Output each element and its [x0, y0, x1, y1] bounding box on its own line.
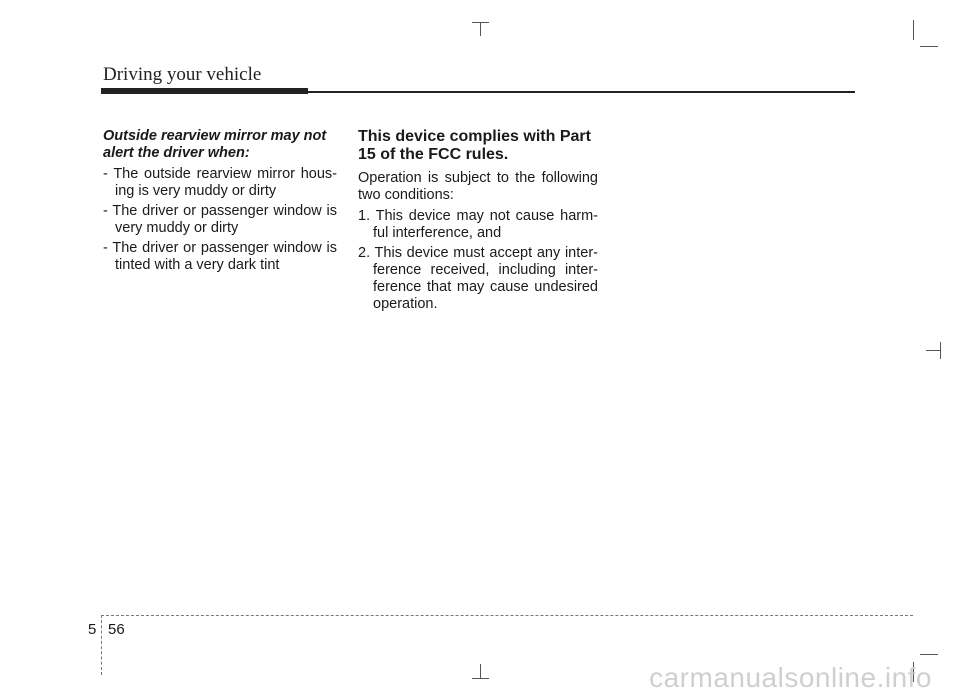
- footer-vertical-rule: [101, 615, 102, 675]
- mirror-conditions-list: [103, 166, 337, 274]
- mirror-heading: Outside rearview mirror may not alert the driver when:: [103, 128, 327, 161]
- crop-mark-bottom-right-h: [920, 654, 938, 655]
- fcc-intro: Operation is subject to the following two conditions:: [358, 170, 598, 203]
- crop-mark-top-center-h: [472, 22, 489, 23]
- crop-mark-top-right-h: [920, 46, 938, 47]
- list-item: - The outside rearview mirror hous-ing is very muddy or dirty: [103, 166, 337, 199]
- section-title: Driving your vehicle: [103, 64, 262, 85]
- crop-mark-right-mid-v: [940, 342, 941, 359]
- list-item: - The driver or passenger window is very muddy or dirty: [103, 203, 337, 236]
- crop-mark-bottom-center-v: [480, 664, 481, 678]
- watermark: carmanualsonline.info: [649, 662, 932, 693]
- crop-mark-top-right-v: [913, 20, 914, 40]
- crop-mark-bottom-center-h: [472, 678, 489, 679]
- list-item: 2. This device must accept any inter-ference received, including inter-ference that may cause undesired operation.: [358, 245, 598, 312]
- list-item: - The driver or passenger window is tinted with a very dark tint: [103, 240, 337, 273]
- middle-column: [358, 128, 598, 316]
- fcc-heading: This device complies with Part 15 of the FCC rules.: [358, 128, 591, 163]
- crop-mark-top-center-v: [480, 22, 481, 36]
- header-rule: [308, 91, 855, 93]
- header-rule-accent: [101, 88, 308, 94]
- crop-mark-right-mid-h: [926, 350, 940, 351]
- footer-rule: [101, 615, 913, 616]
- list-item: 1. This device may not cause harm-ful interference, and: [358, 208, 598, 241]
- fcc-conditions-list: [358, 208, 598, 313]
- page-number: 56: [108, 621, 125, 638]
- left-column: [103, 128, 337, 277]
- section-number: 5: [88, 621, 97, 638]
